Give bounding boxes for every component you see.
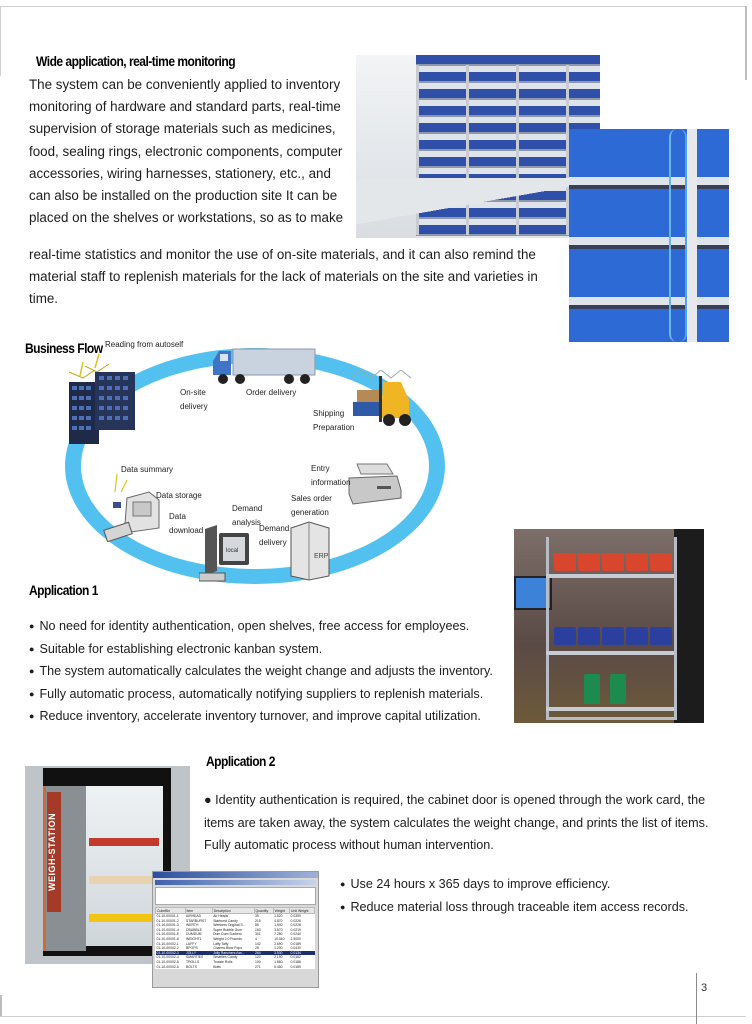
page-frame-bottom: [0, 1016, 746, 1017]
table-row[interactable]: 01-10-00002-6 BOLTS Bolts 271 5.450 0.0189: [156, 964, 301, 969]
open-weighing-rack-photo: [514, 529, 704, 723]
delivery-truck-icon: [211, 347, 317, 387]
table-row[interactable]: 01-10-00001-6 WEIGHT1 Weight 2.0 Pounds 4 10.040 2.5000: [156, 936, 301, 941]
text-line: items are taken away, the system calculates the weight change, and prints the list of items.: [204, 815, 709, 830]
erp-server-icon: [287, 520, 333, 582]
flow-label-reading: Reading from autoself: [105, 340, 184, 349]
warehouse-shelves-photo: [356, 55, 600, 238]
flow-label-shipping: Shipping Preparation: [313, 409, 355, 432]
software-inventory-table: CubeBin Item Description Quantity Weight Unit Weight 01-10-00001-1 AIRHEAD Air Heads 39 1.520 0.0390 01-10-00001-2 STARBURST Starburst Candy 215 4.870 0.0226 01-10-00001-3 WERTH Werthers Original S... 85 1.940 0.0228 01-10-00001-4 DBUBBLE Super Bubble Gum 163 3.570 0.0219 01-10-00001-5 DUMDUM Dum Dum Suckers 301 7.280 0.0240 01-10-00001-6 WEIGHT1 Weight 2.0 Pounds 4 10.040 2.5000 01-10-00002-1 LAFFY Laffy Taffy 142 2.690 0.0189 01-10-00002-2 BPOPS Charms Blow Pops 28 1.200 0.0430 01-10-00002-3 JOLLY Jolly Ranchers Ass... 264 3.530 0.0134 01-10-00002-4 SMARTIES Smarties Candy 120 2.190 0.0182 01-10-00002-5 TROLLS Tootsie Rolls 100 1.860 0.0186 01-10-00002-6 BOLTS Bolts 271 5.450 0.0189: [155, 907, 315, 969]
application1-bullet-list: [29, 616, 509, 729]
list-item: ● Reduce material loss through traceable item access records.: [340, 896, 720, 919]
cabinet-brand-label: WEIGH-STATION: [47, 792, 61, 912]
table-row[interactable]: 01-10-00002-2 BPOPS Charms Blow Pops 28 1.200 0.0430: [156, 946, 301, 951]
business-flow-diagram: [25, 340, 465, 580]
table-row[interactable]: 01-10-00001-4 DBUBBLE Super Bubble Gum 163 3.570 0.0219: [156, 927, 301, 932]
application1-title: Application 1: [29, 582, 98, 598]
local-computer-icon: [199, 525, 255, 583]
flow-label-data-download: Data download: [169, 512, 204, 535]
page-number: 3: [701, 982, 708, 994]
list-item: ● No need for identity authentication, open shelves, free access for employees.: [29, 616, 509, 639]
software-title-bar: [153, 872, 318, 878]
flow-label-demand-analysis: Demand analysis: [232, 504, 263, 527]
table-row[interactable]: 01-10-00001-3 WERTH Werthers Original S... 85 1.940 0.0228: [156, 923, 301, 928]
application2-title: Application 2: [206, 753, 275, 769]
list-item: ● Reduce inventory, accelerate inventory turnover, and improve capital utilization.: [29, 706, 509, 729]
inventory-software-screenshot: [152, 871, 319, 988]
table-row[interactable]: 01-10-00002-1 LAFFY Laffy Taffy 142 2.690 0.0189: [156, 941, 301, 946]
text-line: supervision of storage materials such as medicines,: [29, 121, 336, 137]
application2-bullet-list: [340, 873, 720, 919]
text-line: The system can be conveniently applied to inventory: [29, 77, 341, 92]
list-item: ● Suitable for establishing electronic kanban system.: [29, 639, 509, 662]
table-row[interactable]: 01-10-00002-3 JOLLY Jolly Ranchers Ass... 264 3.530 0.0134: [156, 951, 315, 956]
flow-label-data-summary: Data summary: [121, 465, 174, 474]
section1-paragraph-narrow: [29, 74, 359, 229]
page-number-divider: [696, 973, 697, 1024]
smart-shelf-icon: [65, 350, 145, 446]
software-message-area: [155, 887, 316, 905]
list-item: ● The system automatically calculates the weight change and adjusts the inventory.: [29, 661, 509, 684]
section1-paragraph-wide: [29, 244, 569, 311]
forklift-icon: [351, 370, 413, 430]
printer-icon: [347, 460, 403, 506]
flow-label-order-delivery: Order delivery: [246, 388, 297, 397]
table-row[interactable]: 01-10-00002-5 TROLLS Tootsie Rolls 100 1.860 0.0186: [156, 959, 301, 964]
application2-intro: [204, 789, 724, 857]
text-line: placed on the shelves or workstations, so as to make: [29, 210, 344, 226]
flow-label-data-storage: Data storage: [156, 491, 202, 500]
table-row[interactable]: 01-10-00002-4 SMARTIES Smarties Candy 120 2.190 0.0182: [156, 955, 301, 960]
text-line: food, sealing rings, electronic components, computer: [29, 143, 343, 159]
erp-label: ERP: [314, 553, 329, 560]
table-row[interactable]: 01-10-00001-5 DUMDUM Dum Dum Suckers 301 7.280 0.0240: [156, 932, 301, 937]
table-row[interactable]: 01-10-00001-2 STARBURST Starburst Candy 215 4.870 0.0226: [156, 918, 301, 923]
table-row[interactable]: 01-10-00001-1 AIRHEAD Air Heads 39 1.520 0.0390: [156, 914, 301, 918]
data-storage-computer-icon: [103, 470, 165, 542]
text-line: can also be installed on the production site It can be: [29, 188, 338, 204]
list-item: ● Use 24 hours x 365 days to improve efficiency.: [340, 873, 720, 896]
flow-label-demand-delivery: Demand delivery: [259, 524, 290, 547]
text-line: time.: [29, 291, 59, 307]
business-flow-title: Business Flow: [25, 340, 103, 356]
text-line: real-time statistics and monitor the use of on-site materials, and it can also remind the: [29, 247, 536, 262]
list-item: ● Fully automatic process, automatically notifying suppliers to replenish materials.: [29, 684, 509, 707]
text-line: monitoring of hardware and standard parts, real-time: [29, 99, 341, 115]
flow-label-sales-order: Sales order generation: [291, 494, 332, 517]
text-line: material staff to replenish materials for the lack of materials on the site and varieties in: [29, 269, 538, 285]
software-inner-title-bar: [155, 880, 316, 885]
blue-bins-with-cables-photo: [569, 129, 729, 342]
flow-label-onsite: On-site delivery: [180, 388, 208, 411]
page-frame-top: [0, 6, 746, 7]
text-line: ● Identity authentication is required, the cabinet door is opened through the work card, the: [204, 793, 706, 807]
page-frame-left-bottom: [0, 995, 2, 1017]
page-frame-right: [745, 6, 747, 80]
text-line: accessories, wiring harnesses, stationery, etc., and: [29, 165, 331, 181]
text-line: Fully automatic process without human intervention.: [204, 838, 494, 852]
svg-text:local: local: [226, 548, 239, 554]
section-title-wide-application: Wide application, real-time monitoring: [36, 53, 236, 69]
flow-label-entry: Entry information: [311, 464, 351, 487]
page-frame-left: [0, 6, 1, 76]
